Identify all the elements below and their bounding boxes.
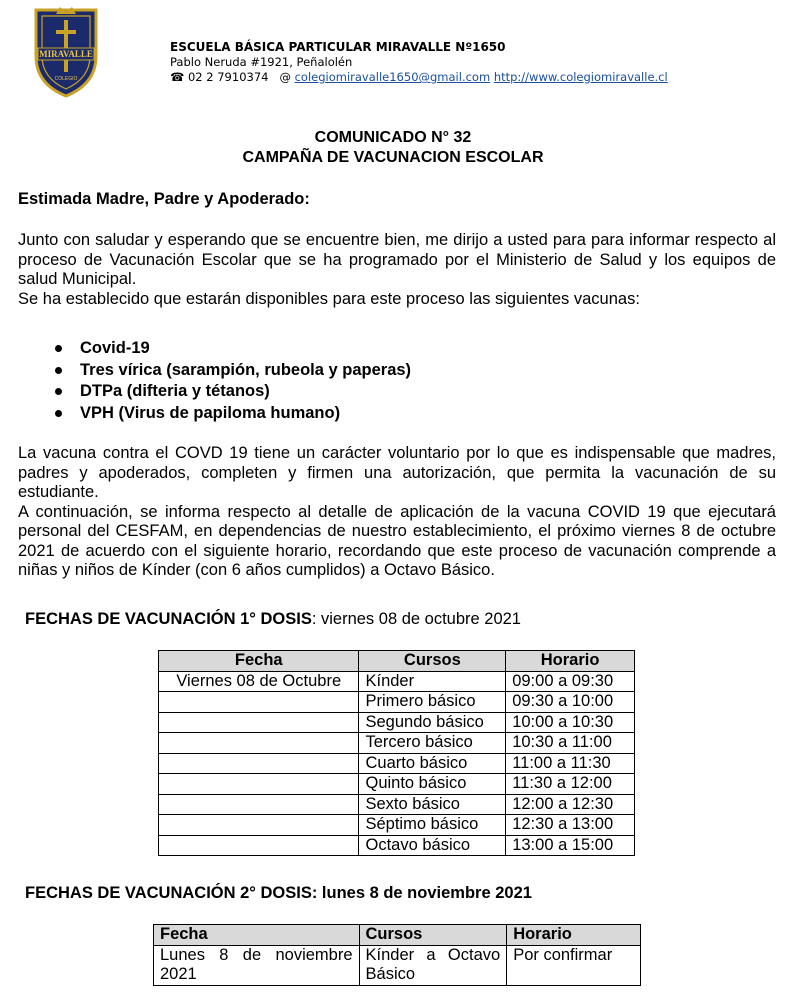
table-cell: Séptimo básico — [359, 815, 506, 836]
school-address: Pablo Neruda #1921, Peñalolén — [170, 55, 353, 69]
table-row — [159, 815, 635, 836]
table-cell — [159, 794, 359, 815]
table-cell: Quinto básico — [359, 774, 506, 795]
table-cell — [159, 774, 359, 795]
table-cell: Kínder — [359, 671, 506, 692]
table-cell: 10:00 a 10:30 — [506, 712, 635, 733]
table-header-row — [159, 651, 635, 672]
table-cell — [159, 753, 359, 774]
table-cell: Cuarto básico — [359, 753, 506, 774]
column-header: Fecha — [154, 925, 360, 946]
table-cell: Por confirmar — [507, 945, 641, 985]
table-cell: 13:00 a 15:00 — [506, 835, 635, 856]
table-cell: Primero básico — [359, 692, 506, 713]
table-cell: 09:30 a 10:00 — [506, 692, 635, 713]
column-header: Cursos — [359, 651, 506, 672]
list-item — [55, 338, 411, 360]
dose2-heading-label: FECHAS DE VACUNACIÓN 2° DOSIS — [25, 884, 312, 902]
bullet-icon — [55, 345, 62, 352]
table-header-row — [154, 925, 641, 946]
vaccine-name: VPH (Virus de papiloma humano) — [80, 403, 341, 422]
table-row — [159, 733, 635, 754]
list-item — [55, 360, 411, 382]
table-cell — [159, 733, 359, 754]
table-cell — [159, 692, 359, 713]
table-cell: Lunes 8 de noviembre 2021 — [154, 945, 360, 985]
table-row — [159, 692, 635, 713]
table-row — [159, 671, 635, 692]
table-cell: 11:30 a 12:00 — [506, 774, 635, 795]
table-row — [154, 945, 641, 985]
dose1-schedule-table — [158, 650, 635, 856]
column-header: Cursos — [359, 925, 507, 946]
table-row — [159, 753, 635, 774]
logo-text: MIRAVALLE — [39, 49, 93, 59]
school-crest-logo — [30, 6, 102, 98]
table-cell: Octavo básico — [359, 835, 506, 856]
phone-icon: ☎ — [170, 70, 185, 84]
at-icon: @ — [279, 70, 291, 84]
shield-icon — [30, 6, 102, 98]
table-cell: 10:30 a 11:00 — [506, 733, 635, 754]
table-cell: 09:00 a 09:30 — [506, 671, 635, 692]
vaccine-list — [55, 338, 411, 424]
title-line-2: CAMPAÑA DE VACUNACION ESCOLAR — [242, 149, 544, 166]
dose1-date: : viernes 08 de octubre 2021 — [311, 610, 521, 628]
body-paragraph: La vacuna contra el COVD 19 tiene un carácter voluntario por lo que es indispensable que madres, padres y apoderados, completen y firmen una autorización, que permita la vacunación de su estudiante. — [18, 444, 776, 501]
column-header: Horario — [507, 925, 641, 946]
bullet-icon — [55, 388, 62, 395]
column-header: Fecha — [159, 651, 359, 672]
dose2-date: : lunes 8 de noviembre 2021 — [311, 884, 532, 902]
table-cell: Segundo básico — [359, 712, 506, 733]
dose2-heading — [25, 884, 532, 903]
table-row — [159, 774, 635, 795]
title-line-1: COMUNICADO N° 32 — [314, 129, 472, 146]
dose1-heading-label: FECHAS DE VACUNACIÓN 1° DOSIS — [25, 610, 312, 628]
intro-paragraph: Junto con saludar y esperando que se encuentre bien, me dirijo a usted para para informar respecto al proceso de Vacunación Escolar que se ha programado por el Ministerio de Salud y los equipos de salud Municipal. — [18, 231, 776, 288]
list-item — [55, 381, 411, 403]
contact-line — [170, 70, 668, 85]
column-header: Horario — [506, 651, 635, 672]
table-cell — [159, 835, 359, 856]
table-cell: 11:00 a 11:30 — [506, 753, 635, 774]
vaccine-name: Tres vírica (sarampión, rubeola y paperas) — [80, 360, 412, 379]
table-cell — [159, 712, 359, 733]
table-cell: 12:00 a 12:30 — [506, 794, 635, 815]
document-title — [0, 128, 786, 168]
body-paragraphs — [18, 444, 776, 581]
dose1-heading — [25, 610, 521, 629]
bullet-icon — [55, 367, 62, 374]
phone-number: 02 2 7910374 — [187, 70, 269, 84]
intro-paragraphs — [18, 231, 776, 309]
list-item — [55, 403, 411, 425]
vaccine-name: Covid-19 — [80, 339, 150, 357]
bullet-icon — [55, 410, 62, 417]
website-link[interactable]: http://www.colegiomiravalle.cl — [493, 70, 668, 84]
table-cell: Sexto básico — [359, 794, 506, 815]
logo-sub: COLEGIO — [54, 76, 78, 82]
table-row — [159, 794, 635, 815]
table-cell: Kínder a Octavo Básico — [359, 945, 507, 985]
table-cell: 12:30 a 13:00 — [506, 815, 635, 836]
dose2-schedule-table — [153, 924, 641, 986]
greeting: Estimada Madre, Padre y Apoderado: — [18, 190, 310, 208]
table-cell: Viernes 08 de Octubre — [159, 671, 359, 692]
school-name: ESCUELA BÁSICA PARTICULAR MIRAVALLE Nº1650 — [170, 40, 506, 54]
vaccine-name: DTPa (difteria y tétanos) — [80, 382, 270, 400]
table-row — [159, 712, 635, 733]
table-cell: Tercero básico — [359, 733, 506, 754]
body-paragraph: A continuación, se informa respecto al detalle de aplicación de la vacuna COVID 19 que ejecutará personal del CESFAM, en dependencias de nuestro establecimiento, el próximo viernes 8 de octubre 2021 de acuerdo con el siguiente horario, recordando que este proceso de vacunación comprende a niñas y niños de Kínder (con 6 años cumplidos) a Octavo Básico. — [18, 502, 776, 579]
table-row — [159, 835, 635, 856]
intro-paragraph: Se ha establecido que estarán disponibles para este proceso las siguientes vacunas: — [18, 289, 640, 308]
table-cell — [159, 815, 359, 836]
school-header — [170, 40, 668, 85]
email-link[interactable]: colegiomiravalle1650@gmail.com — [294, 70, 491, 84]
